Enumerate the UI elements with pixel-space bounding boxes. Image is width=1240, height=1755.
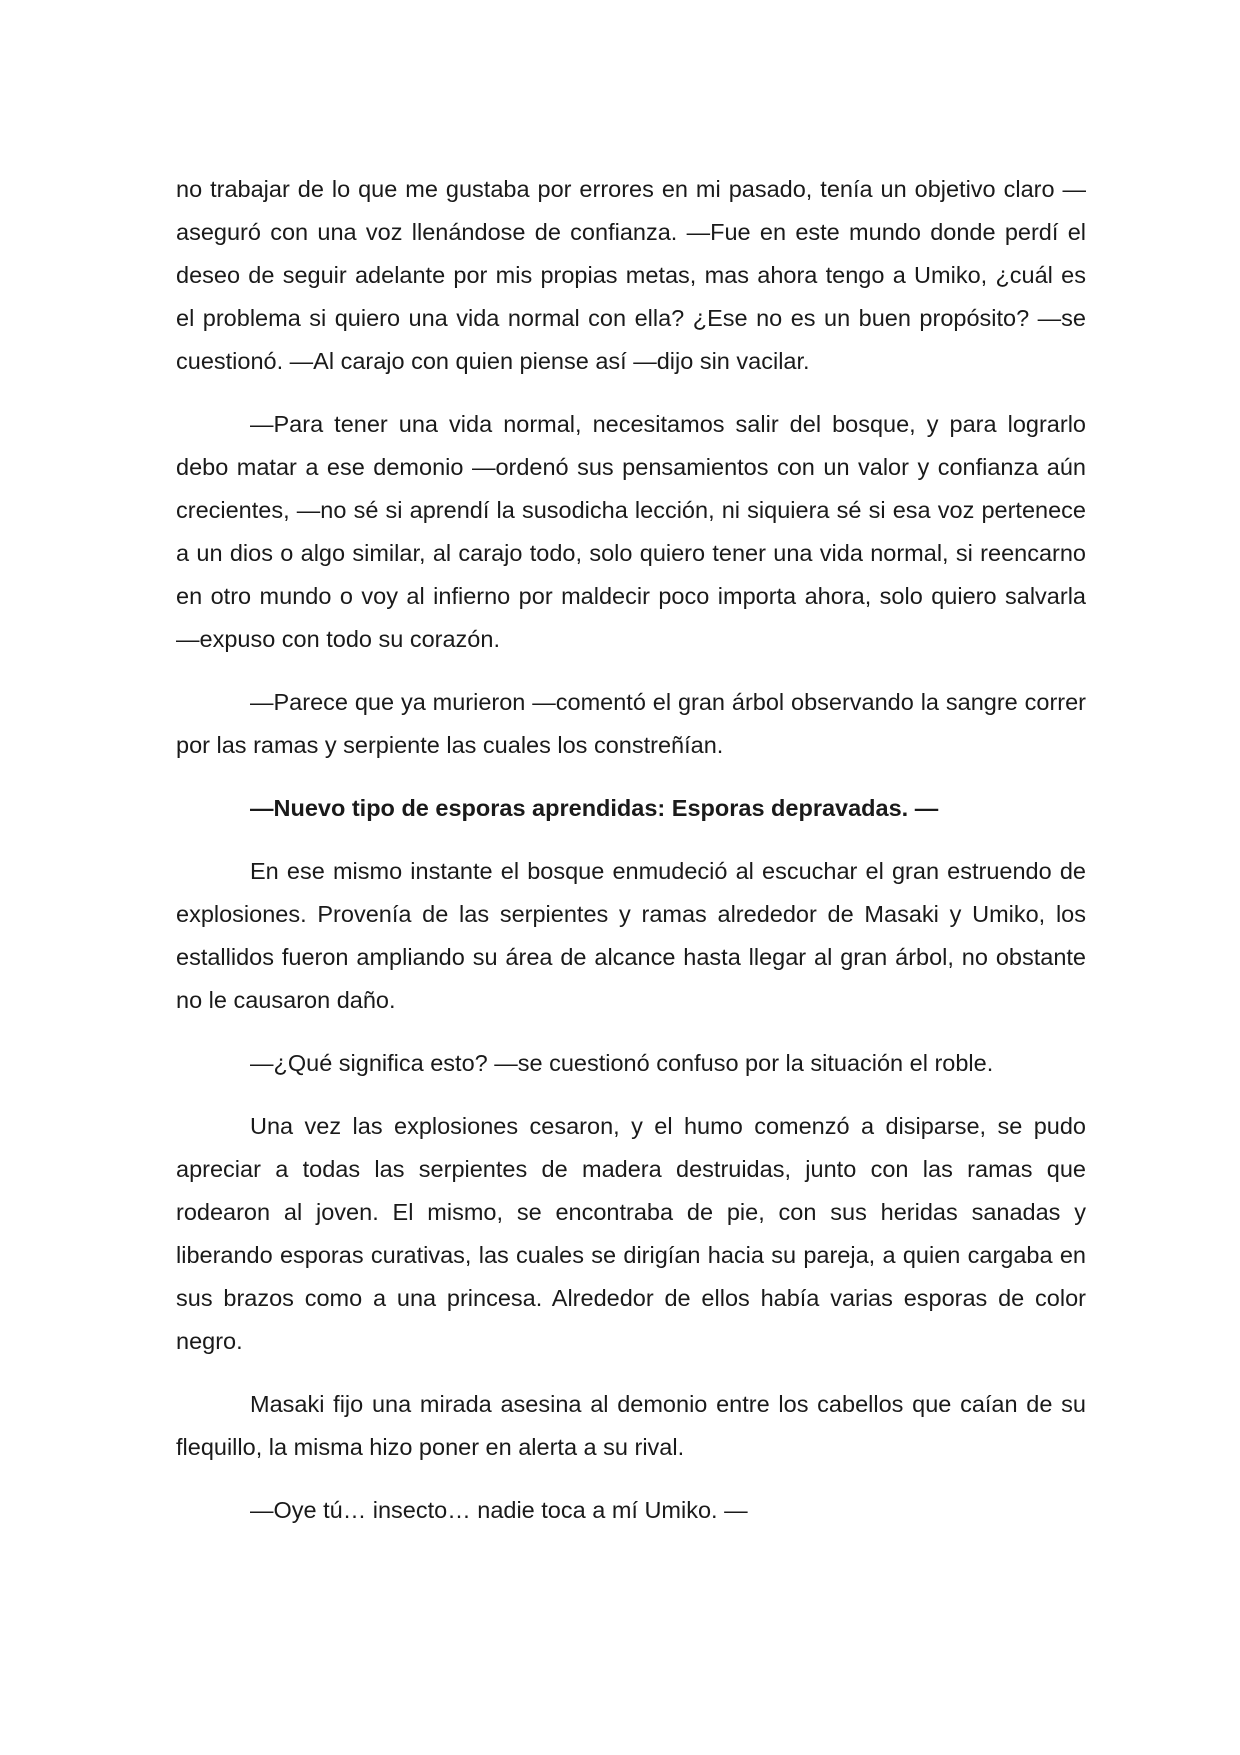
paragraph: —Oye tú… insecto… nadie toca a mí Umiko. — — [250, 1497, 748, 1523]
paragraph: En ese mismo instante el bosque enmudeció al escuchar el gran estruendo de explosiones. Provenía de las serpientes y ramas alrededor de Masaki y Umiko, los estallidos fueron ampliando su área de alcance hasta llegar al gran árbol, no obstante no le causaron daño. — [176, 858, 1086, 1013]
paragraph: —¿Qué significa esto? —se cuestionó confuso por la situación el roble. — [250, 1050, 994, 1076]
paragraph: —Parece que ya murieron —comentó el gran árbol observando la sangre correr por las ramas y serpiente las cuales los constreñían. — [176, 689, 1086, 758]
paragraph: Masaki fijo una mirada asesina al demonio entre los cabellos que caían de su flequillo, la misma hizo poner en alerta a su rival. — [176, 1391, 1086, 1460]
document-page — [176, 168, 1086, 1552]
paragraph: no trabajar de lo que me gustaba por errores en mi pasado, tenía un objetivo claro —aseguró con una voz llenándose de confianza. —Fue en este mundo donde perdí el deseo de seguir adelante por mis propias metas, mas ahora tengo a Umiko, ¿cuál es el problema si quiero una vida normal con ella? ¿Ese no es un buen propósito? —se cuestionó. —Al carajo con quien piense así —dijo sin vacilar. — [176, 176, 1086, 374]
paragraph: —Para tener una vida normal, necesitamos salir del bosque, y para lograrlo debo matar a ese demonio —ordenó sus pensamientos con un valor y confianza aún crecientes, —no sé si aprendí la susodicha lección, ni siquiera sé si esa voz pertenece a un dios o algo similar, al carajo todo, solo quiero tener una vida normal, si reencarno en otro mundo o voy al infierno por maldecir poco importa ahora, solo quiero salvarla —expuso con todo su corazón. — [176, 411, 1086, 652]
paragraph: Una vez las explosiones cesaron, y el humo comenzó a disiparse, se pudo apreciar a todas las serpientes de madera destruidas, junto con las ramas que rodearon al joven. El mismo, se encontraba de pie, con sus heridas sanadas y liberando esporas curativas, las cuales se dirigían hacia su pareja, a quien cargaba en sus brazos como a una princesa. Alrededor de ellos había varias esporas de color negro. — [176, 1113, 1086, 1354]
system-message: —Nuevo tipo de esporas aprendidas: Esporas depravadas. — — [250, 795, 939, 821]
